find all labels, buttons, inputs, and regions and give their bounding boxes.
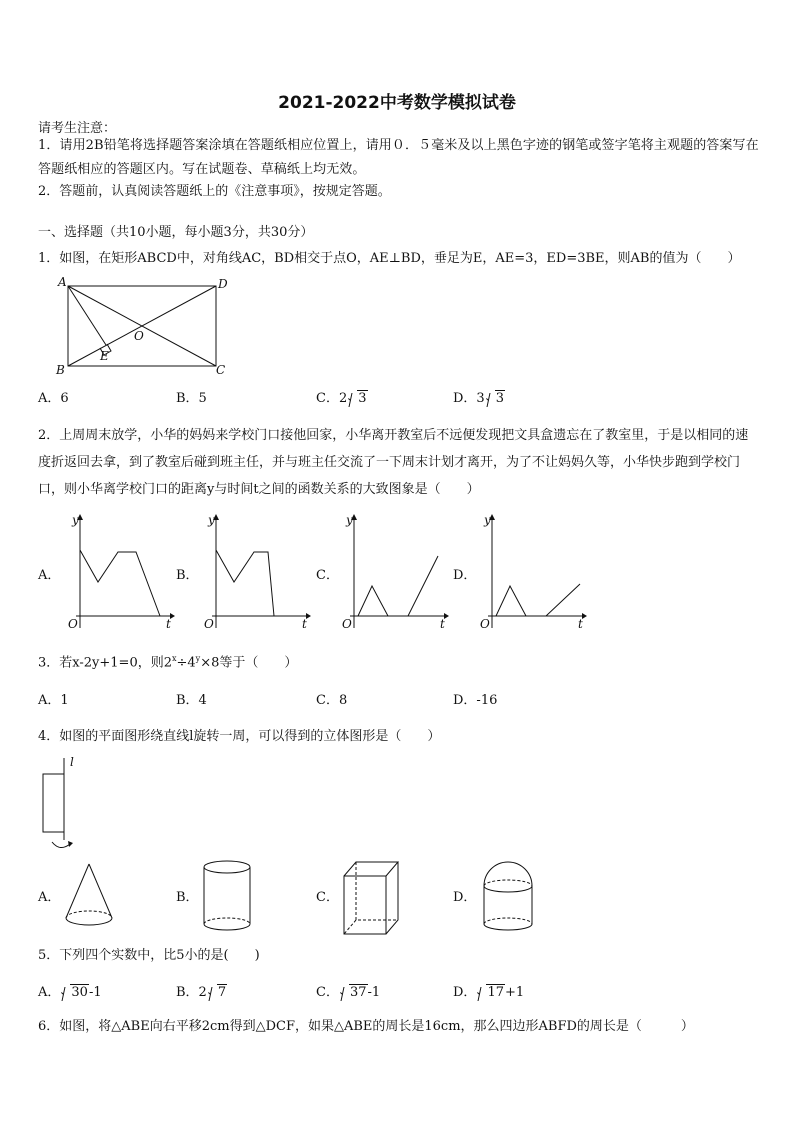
q1-label-a: A — [58, 275, 67, 289]
q1-label-b: B — [56, 363, 65, 377]
q4-option-a-label: A． — [38, 890, 61, 905]
q1-option-b: B．5 — [176, 391, 207, 406]
svg-text:t: t — [578, 617, 583, 631]
q2-option-c-label: C． — [316, 568, 339, 583]
notice-2: 2．答题前，认真阅读答题纸上的《注意事项》，按规定答题。 — [38, 184, 391, 199]
q5-option-a: A． 30-1 — [38, 985, 102, 1000]
svg-text:y: y — [208, 513, 215, 527]
q5-option-b: B．2 7 — [176, 985, 227, 1000]
q3-option-c: C．8 — [316, 693, 348, 708]
q4-option-c-label: C． — [316, 890, 339, 905]
q2-graph-b — [198, 512, 310, 634]
q1-text: 1．如图，在矩形ABCD中，对角线AC，BD相交于点O，AE⊥BD，垂足为E，AE=3，ED=3BE，则AB的值为（ ） — [38, 251, 741, 266]
q5-option-d: D． 17+1 — [453, 985, 525, 1000]
q5-text: 5．下列四个实数中，比5小的是( ) — [38, 948, 260, 963]
q1-label-o: O — [134, 329, 144, 343]
q1-option-a: A．6 — [38, 391, 69, 406]
q2-graph-a — [62, 512, 174, 634]
q3-option-a: A．1 — [38, 693, 69, 708]
q2-graph-d — [474, 512, 586, 634]
q4-line-label: l — [70, 755, 74, 769]
q4-option-d-label: D． — [453, 890, 477, 905]
q2-option-a-label: A． — [38, 568, 61, 583]
q6-text: 6．如图，将△ABE向右平移2cm得到△DCF，如果△ABE的周长是16cm，那么四边形ABFD的周长是（ ） — [38, 1019, 694, 1034]
svg-text:O: O — [204, 617, 214, 631]
q2-option-d-label: D． — [453, 568, 477, 583]
q2-text: 2．上周周末放学，小华的妈妈来学校门口接他回家，小华离开教室后不远便发现把文具盒遗忘在了教室里，于是以相同的速度折返回去拿，到了教室后碰到班主任，并与班主任交流了一下周末计划才离开，为了不让妈妈久等，小华快步跑到学校门口，则小华离学校门口的距离y与时间t之间的函数关系的大致图象是（ ） — [38, 428, 749, 497]
q1-option-c: C．2 3 — [316, 391, 367, 406]
svg-text:y: y — [72, 513, 79, 527]
q1-label-c: C — [216, 363, 226, 377]
q4-option-b-label: B． — [176, 890, 199, 905]
svg-text:t: t — [440, 617, 445, 631]
q4-cone-icon — [62, 860, 116, 936]
q5-option-c: C． 37-1 — [316, 985, 381, 1000]
notice-title: 请考生注意： — [38, 121, 117, 136]
notice-1: 1．请用2B铅笔将选择题答案涂填在答题纸相应位置上，请用０．５毫米及以上黑色字迹的钢笔或签字笔将主观题的答案写在答题纸相应的答题区内。写在试题卷、草稿纸上均无效。 — [38, 138, 759, 177]
q1-rectangle-figure — [54, 276, 234, 376]
q4-rotation-figure — [38, 754, 88, 854]
section-heading: 一、选择题（共10小题，每小题3分，共30分） — [38, 225, 314, 240]
svg-text:O: O — [68, 617, 78, 631]
q3-option-d: D．-16 — [453, 693, 498, 708]
q4-text: 4．如图的平面图形绕直线l旋转一周，可以得到的立体图形是（ ） — [38, 729, 441, 744]
q1-option-d: D．3 3 — [453, 391, 504, 406]
svg-text:t: t — [166, 617, 171, 631]
q3-option-b: B．4 — [176, 693, 207, 708]
q2-option-b-label: B． — [176, 568, 199, 583]
q4-dome-cylinder-icon — [478, 856, 538, 938]
q2-graph-c — [336, 512, 448, 634]
q3-text: 3．若x-2y+1=0，则$2^x\div 4^y\times 8$等于（ ） — [38, 654, 298, 671]
q1-label-d: D — [218, 277, 228, 291]
q1-label-e: E — [100, 349, 109, 363]
svg-text:t: t — [302, 617, 307, 631]
q4-prism-icon — [340, 858, 402, 938]
q4-cylinder-icon — [200, 858, 254, 938]
svg-text:y: y — [346, 513, 353, 527]
page-title: 2021-2022中考数学模拟试卷 — [278, 93, 516, 113]
svg-text:O: O — [480, 617, 490, 631]
svg-text:O: O — [342, 617, 352, 631]
svg-text:y: y — [484, 513, 491, 527]
